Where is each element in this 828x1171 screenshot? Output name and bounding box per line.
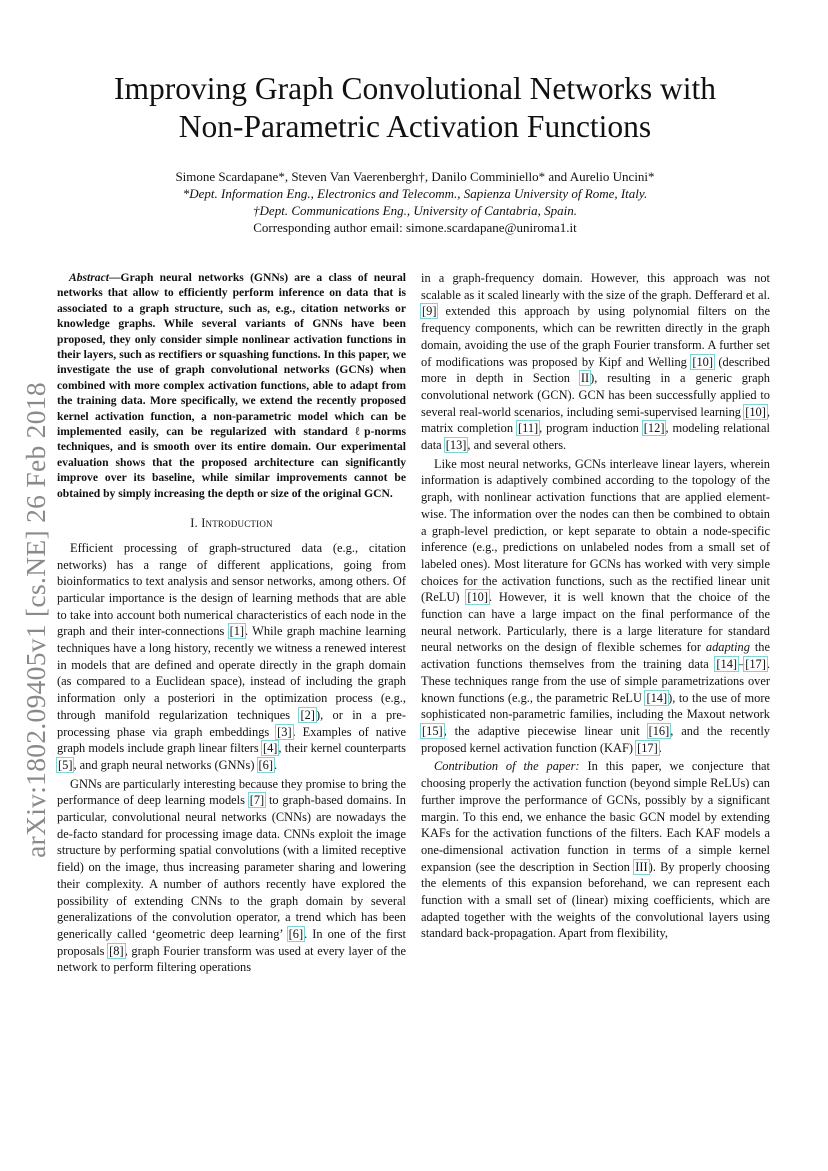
text-run: , modeling relational data: [421, 421, 770, 453]
intro-paragraph-2: [57, 776, 406, 976]
citation-link[interactable]: [1]: [229, 624, 245, 639]
right-paragraph-1: [421, 270, 770, 454]
text-run: the activation functions themselves from the training data: [421, 640, 770, 672]
right-paragraph-2: [421, 456, 770, 757]
citation-link[interactable]: [17]: [745, 657, 766, 672]
text-run: extended this approach by using polynomial filters on the frequency components, which can be rewritten directly in the graph domain, avoiding the use of the graph Fourier transform. A further set of modifications was proposed by Kipf and Welling: [421, 304, 770, 369]
right-paragraph-3: [421, 758, 770, 942]
citation-link[interactable]: [9]: [422, 304, 437, 319]
title-line-1: Improving Graph Convolutional Networks with: [114, 71, 716, 106]
affiliation-cantabria: †Dept. Communications Eng., University of Cantabria, Spain.: [253, 203, 577, 218]
text-run: . Examples of native graph models include graph linear filters: [57, 724, 406, 756]
left-column: [57, 270, 406, 976]
text-run: . These techniques range from the use of simple parametrizations over known functions (e.g., the parametric ReLU: [421, 657, 770, 705]
text-run: , the adaptive piecewise linear unit: [443, 723, 648, 738]
text-run: ), to the use of more sophisticated non-parametric families, including the Maxout network: [421, 690, 770, 722]
author-list: Simone Scardapane*, Steven Van Vaerenbergh†, Danilo Comminiello* and Aurelio Uncini*: [175, 169, 655, 184]
section-heading-introduction: [57, 515, 406, 532]
text-run: (described more in depth in Section: [421, 354, 771, 386]
citation-link[interactable]: [10]: [467, 590, 489, 605]
text-run: . In one of the first proposals: [57, 926, 407, 958]
arxiv-identifier-stamp: [18, 360, 54, 880]
citation-link[interactable]: [14]: [646, 690, 668, 705]
section-title: Introduction: [201, 516, 273, 531]
citation-link[interactable]: [11]: [517, 421, 539, 436]
intro-paragraph-1: [57, 540, 406, 774]
text-run: . However, it is well known that the choice of the function can have a large impact on the final performance of the neural network. Particularly, there is a large literature for standard neural networks on the design of flexible schemes for: [421, 590, 770, 655]
title-line-2: Non-Parametric Activation Functions: [178, 109, 652, 144]
citation-link[interactable]: [2]: [300, 707, 315, 722]
citation-link[interactable]: [17]: [637, 740, 658, 755]
text-run: . While graph machine learning techniques have a long history, recently we witness a renewed interest in models that are defined and operate directly in the graph domain (as compared to a Euclidean space), instead of including the graph information only a posteriori in the optimization process (e.g., through manifold regularization techniques: [57, 624, 406, 722]
citation-link[interactable]: [16]: [648, 723, 670, 738]
arxiv-identifier-text: arXiv:1802.09405v1 [cs.NE] 26 Feb 2018: [20, 382, 52, 858]
citation-link[interactable]: [10]: [745, 404, 766, 419]
citation-link[interactable]: [14]: [716, 657, 738, 672]
text-run: to graph-based domains. In particular, convolutional neural networks (CNNs) are nowadays the de-facto standard for processing image data. CNNs exploit the image structure by performing spatial convolutions (with a limited receptive field) on the image, thus increasing parameter sharing and lowering their complexity. A number of authors recently have explored the possibility of extending CNNs to the graph domain by several generalizations of the convolution operator, a trend which has been generically called ‘geometric deep learning’: [57, 793, 406, 941]
citation-link[interactable]: [6]: [258, 757, 273, 772]
text-run: in a graph-frequency domain. However, this approach was not scalable as it scaled linearly with the size of the graph. Defferard et al.: [421, 271, 770, 302]
text-run: .: [274, 757, 278, 772]
text-run: Efficient processing of graph-structured data (e.g., citation networks) has a range of different applications, going from bioinformatics to text analysis and sensor networks, among others. Of particular importance is the design of learning methods that are able to take into account both numerical characteristics of each node in the graph and their inter-connections: [57, 540, 406, 639]
text-run: .: [658, 740, 662, 755]
text-run: , and the recently proposed kernel activation function (KAF): [421, 723, 770, 755]
text-run: ). By properly choosing the elements of this expansion beforehand, we can represent each function with a small set of (linear) mixing coefficients, which are adapted together with the weights of the convolutional layers using standard back-propagation. Apart from flexibility,: [421, 859, 770, 941]
text-run: , graph Fourier transform was used at every layer of the network to perform filtering operations: [57, 943, 406, 975]
abstract: [57, 270, 406, 501]
citation-link[interactable]: [10]: [692, 354, 713, 369]
right-column: [421, 270, 770, 942]
text-run: ), resulting in a generic graph convolutional network (GCN). GCN has been successfully applied to several real-world scenarios, including semi-supervised learning: [421, 371, 770, 419]
text-run: ), or in a pre-processing phase via graph embeddings: [57, 707, 406, 739]
citation-link[interactable]: [4]: [262, 741, 278, 756]
citation-link[interactable]: [8]: [109, 943, 124, 958]
citation-link[interactable]: [13]: [445, 438, 467, 453]
paper-header: [60, 70, 770, 236]
abstract-label: Abstract: [69, 271, 109, 284]
corresponding-email: Corresponding author email: simone.scardapane@uniroma1.it: [253, 220, 577, 235]
section-number: I.: [190, 516, 198, 531]
section-link[interactable]: II: [580, 371, 590, 386]
citation-link[interactable]: [6]: [288, 926, 304, 941]
text-run: In this paper, we conjecture that choosing properly the activation function (beyond simple ReLUs) can further improve the performance of GCNs, possibly by a significant margin. To this end, we enhance the basic GCN model by extending KAFs for the activation functions of the filters. Each KAF models a one-dimensional activation function in terms of a simple kernel expansion (see the description in Section: [421, 759, 770, 874]
text-run: , and several others.: [467, 438, 567, 453]
citation-link[interactable]: [3]: [277, 724, 292, 739]
citation-link[interactable]: [5]: [58, 757, 73, 772]
abstract-text: —Graph neural networks (GNNs) are a class of neural networks that allow to efficiently perform inference on data that is associated to a graph structure, such as, e.g., citation networks or knowledge graphs. While several variants of GNNs have been proposed, they only consider simple nonlinear activation functions in their layers, such as rectifiers or squashing functions. In this paper, we investigate the use of graph convolutional networks (GCNs) when combined with more complex activation functions, able to adapt from the training data. More specifically, we extend the recently proposed kernel activation function, a non-parametric model which can be implemented easily, can be regularized with standard ℓp-norms techniques, and is smooth over its entire domain. Our experimental evaluation shows that the proposed architecture can significantly improve over its baseline, while similar improvements cannot be obtained by simply increasing the depth or size of the original GCN.: [57, 271, 406, 500]
text-run: Like most neural networks, GCNs interleave linear layers, wherein information is adaptively combined according to the topology of the graph, with nonlinear activation functions that are applied element-wise. The information over the nodes can then be combined to obtain a graph-level prediction, or kept separate to obtain a node-specific inference (e.g., predictions on unlabeled nodes from a small set of labeled ones). Most literature for GCNs has worked with very simple choices for the activation functions, such as the rectified linear unit (ReLU): [421, 456, 770, 605]
text-run: , matrix completion: [421, 404, 770, 436]
text-run: , program induction: [539, 421, 643, 436]
text-run: , their kernel counterparts: [278, 741, 406, 756]
emphasis-text: adapting: [705, 640, 750, 655]
citation-link[interactable]: [7]: [249, 793, 265, 808]
section-link[interactable]: III: [635, 859, 648, 874]
citation-link[interactable]: [15]: [422, 723, 443, 738]
text-run: , and graph neural networks (GNNs): [73, 757, 258, 772]
paper-title: [60, 70, 770, 146]
text-run: GNNs are particularly interesting because they promise to bring the performance of deep learning models: [57, 776, 406, 808]
text-run: –: [738, 657, 745, 672]
affiliation-sapienza: *Dept. Information Eng., Electronics and Telecomm., Sapienza University of Rome, Italy.: [182, 186, 648, 201]
contribution-label: Contribution of the paper:: [434, 759, 580, 774]
citation-link[interactable]: [12]: [643, 421, 665, 436]
